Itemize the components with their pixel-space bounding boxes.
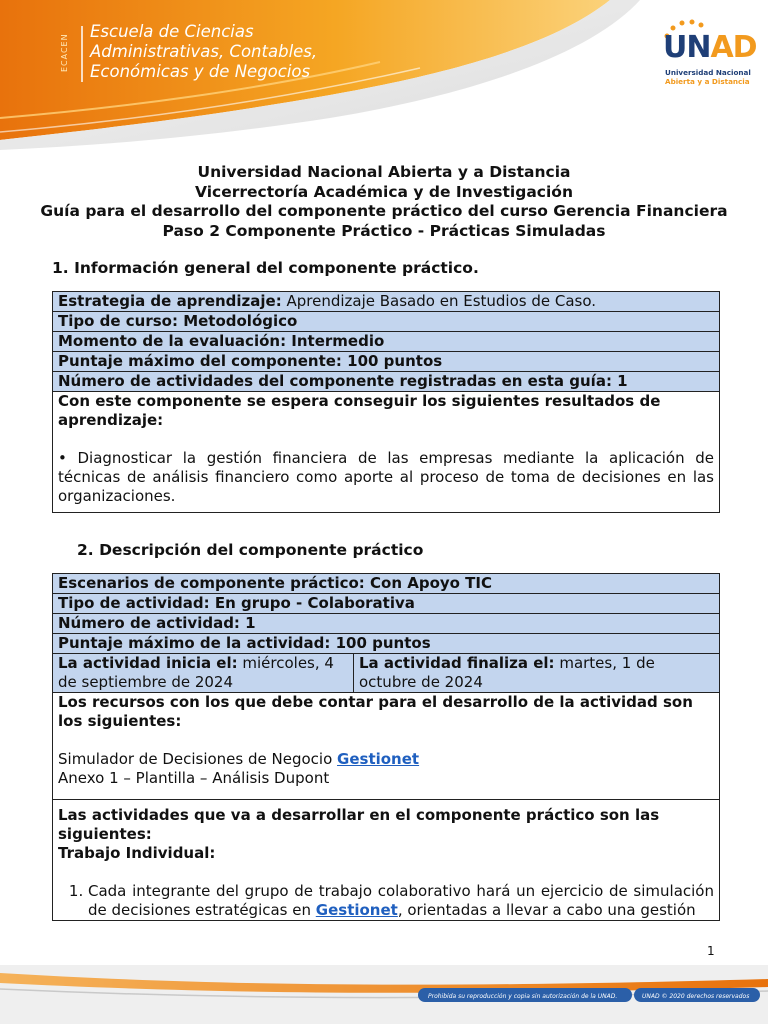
estrategia-label: Estrategia de aprendizaje: (58, 292, 282, 310)
finaliza-value: martes, 1 de octubre de 2024 (359, 654, 655, 691)
page-number: 1 (707, 944, 715, 958)
resultado-text: • Diagnosticar la gestión financiera de las empresas mediante la aplicación de técnicas de análisis financiero como aporte al proceso de toma de decisiones en las organizaciones. (58, 449, 714, 505)
gestionet-link[interactable]: Gestionet (337, 750, 420, 768)
school-acronym: ECACEN (60, 33, 69, 73)
school-name-line3: Económicas y de Negocios (90, 62, 311, 81)
trabajo-individual-label: Trabajo Individual: (58, 844, 216, 862)
general-info-table (52, 291, 720, 513)
rights-notice: UNAD © 2020 derechos reservados (642, 993, 750, 1000)
inicia-label: La actividad inicia el: (58, 654, 238, 672)
table-row (53, 312, 720, 332)
title-university: Universidad Nacional Abierta y a Distancia (197, 163, 571, 181)
table-row (53, 352, 720, 372)
actividades-cell (53, 800, 720, 921)
gestionet-link-2[interactable]: Gestionet (315, 901, 398, 919)
tipo-curso-cell: Tipo de curso: Metodológico (53, 312, 720, 332)
table-row (53, 800, 720, 921)
document-titles (0, 163, 768, 241)
table-row (53, 332, 720, 352)
table-row (53, 594, 720, 614)
school-name-line2: Administrativas, Contables, (90, 42, 318, 61)
puntaje-actividad-cell: Puntaje máximo de la actividad: 100 puntos (53, 634, 720, 654)
numero-actividad-cell: Número de actividad: 1 (53, 614, 720, 634)
actividades-label: Las actividades que va a desarrollar en el componente práctico son las siguientes: (58, 806, 660, 843)
resultados-label: Con este componente se espera conseguir los siguientes resultados de aprendizaje: (58, 392, 661, 429)
title-vicerrectoria: Vicerrectoría Académica y de Investigación (195, 182, 573, 201)
tipo-actividad-cell: Tipo de actividad: En grupo - Colaborativa (53, 594, 720, 614)
recurso-simulador: Simulador de Decisiones de Negocio Gestionet (58, 750, 420, 768)
table-row (53, 574, 720, 594)
activity-list (58, 882, 714, 920)
table-row (53, 634, 720, 654)
table-row (53, 392, 720, 513)
table-row (53, 292, 720, 312)
section1-heading: 1. Información general del componente práctico. (52, 259, 479, 277)
table-row (53, 614, 720, 634)
inicia-value: miércoles, 4 de septiembre de 2024 (58, 654, 334, 691)
header-banner (0, 0, 768, 150)
section2-heading: 2. Descripción del componente práctico (77, 541, 424, 559)
school-name (90, 22, 317, 82)
finaliza-cell (354, 654, 720, 693)
finaliza-label: La actividad finaliza el: (359, 654, 555, 672)
recursos-cell (53, 693, 720, 800)
school-name-line1: Escuela de Ciencias (90, 22, 254, 41)
logo-wordmark: UNAD (663, 30, 757, 65)
resultados-cell (53, 392, 720, 513)
unad-logo (653, 18, 757, 93)
title-guide: Guía para el desarrollo del componente práctico del curso Gerencia Financiera (40, 202, 728, 220)
estrategia-cell (53, 292, 720, 312)
recurso-anexo: Anexo 1 – Plantilla – Análisis Dupont (58, 769, 330, 787)
estrategia-value: Aprendizaje Basado en Estudios de Caso. (281, 292, 597, 310)
logo-subtitle: Universidad Nacional Abierta y a Distancia (665, 68, 751, 86)
table-row (53, 693, 720, 800)
numero-actividades-cell: Número de actividades del componente registradas en esta guía: 1 (53, 372, 720, 392)
table-row (53, 372, 720, 392)
table-row (53, 654, 720, 693)
recursos-label: Los recursos con los que debe contar para el desarrollo de la actividad son los siguientes: (58, 693, 693, 730)
inicia-cell (53, 654, 354, 693)
practical-component-table (52, 573, 720, 921)
copyright-notice: Prohibida su reproducción y copia sin autorización de la UNAD. (428, 993, 618, 1000)
momento-cell: Momento de la evaluación: Intermedio (53, 332, 720, 352)
escenarios-cell: Escenarios de componente práctico: Con Apoyo TIC (53, 574, 720, 594)
title-step: Paso 2 Componente Práctico - Prácticas Simuladas (162, 221, 606, 240)
puntaje-componente-cell: Puntaje máximo del componente: 100 puntos (53, 352, 720, 372)
list-item: 1. Cada integrante del grupo de trabajo colaborativo hará un ejercicio de simulación de decisiones estratégicas en Gestionet, orientadas a llevar a cabo una gestión (88, 882, 714, 920)
